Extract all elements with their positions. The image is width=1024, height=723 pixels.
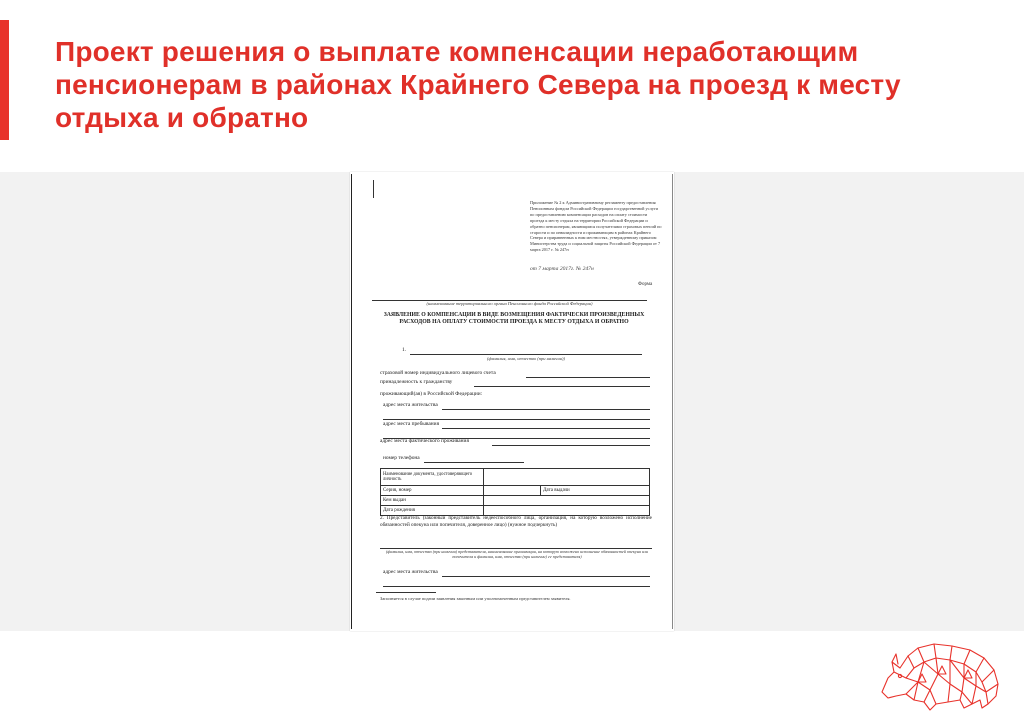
fio-caption: (фамилия, имя, отчество (при наличии)) [487, 356, 565, 361]
scan-edge-right [672, 174, 673, 629]
field-line [492, 445, 650, 446]
field-line [442, 409, 650, 410]
fio-line [410, 354, 642, 355]
id-doc-name: Наименование документа, удостоверяющего личность [381, 469, 484, 486]
representative-text: 2. Представитель (законный представитель недееспособного лица, организация, на которую возложено исполнение обязанностей опекуна или попечителя, доверенное лицо) (нужное подчеркнуть) [380, 515, 652, 529]
footnote: Заполняется в случае подачи заявления законным или уполномоченным представителем заявителя. [380, 596, 571, 601]
appendix-date-line: от 7 марта 2017г. № 247н [530, 266, 594, 272]
scan-edge-left [351, 174, 352, 629]
accent-bar [0, 20, 9, 140]
field-line [383, 586, 650, 587]
form-label: Форма [638, 282, 653, 287]
organ-caption: (наименование территориального органа Пенсионного фонда Российской Федерации) [426, 301, 593, 306]
footnote-rule [376, 592, 436, 593]
document-page [350, 172, 674, 631]
id-issue-date: Дата выдачи [541, 486, 650, 496]
appendix-text: Приложение № 2 к Административному регламенту предоставления Пенсионным фондом Российской Федерации государственной услуги по предоставлению компенсации расходов на оплату стоимости проезда к месту отдыха на территории Российской Федерации и обратно пенсионерам, являющимся получателями страховых пенсий по старости и по инвалидности и проживающим в районах Крайнего Севера и приравненных к ним местностях, утвержденному приказом Министерства труда и социальной защиты Российской Федерации от 7 марта 2017 г. № 247н [530, 200, 662, 253]
field-line [526, 377, 650, 378]
fio-number: 1. [402, 347, 407, 353]
field-line [442, 576, 650, 577]
field-line [474, 386, 650, 387]
field-rep-address: адрес места жительства [383, 569, 438, 575]
id-series-number: Серия, номер [381, 486, 484, 496]
scan-mark [373, 180, 374, 198]
document-title: ЗАЯВЛЕНИЕ О КОМПЕНСАЦИИ В ВИДЕ ВОЗМЕЩЕНИЯ ФАКТИЧЕСКИ ПРОИЗВЕДЕННЫХ РАСХОДОВ НА ОПЛАТУ СТОИМОСТИ ПРОЕЗДА К МЕСТУ ОТДЫХА И ОБРАТНО [383, 312, 645, 325]
field-citizenship: принадлежность к гражданству [380, 379, 453, 385]
field-line [442, 428, 650, 429]
id-issued-by: Кем выдан [381, 496, 484, 506]
field-residence-header: проживающий(ая) в Российской Федерации: [380, 391, 483, 397]
field-line [424, 462, 524, 463]
field-address-actual: адрес места фактического проживания [380, 438, 469, 444]
slide-title: Проект решения о выплате компенсации неработающим пенсионерам в районах Крайнего Севера на проезд к месту отдыха и обратно [55, 36, 901, 133]
id-document-table [380, 468, 650, 516]
id-birth-date: Дата рождения [381, 506, 484, 516]
representative-caption: (фамилия, имя, отчество (при наличии) представителя, наименование организации, на которую возложено исполнение обязанностей опекуна или попечителя и фамилия, имя, отчество (при наличии) ее представителя) [386, 549, 648, 560]
field-snils: страховой номер индивидуального лицевого счета [380, 370, 496, 376]
field-address-living: адрес места жительства [383, 402, 438, 408]
field-address-stay: адрес места пребывания [383, 421, 440, 427]
field-line [383, 419, 650, 420]
field-phone: номер телефона [383, 455, 420, 461]
rhinoceros-logo [878, 634, 1013, 712]
